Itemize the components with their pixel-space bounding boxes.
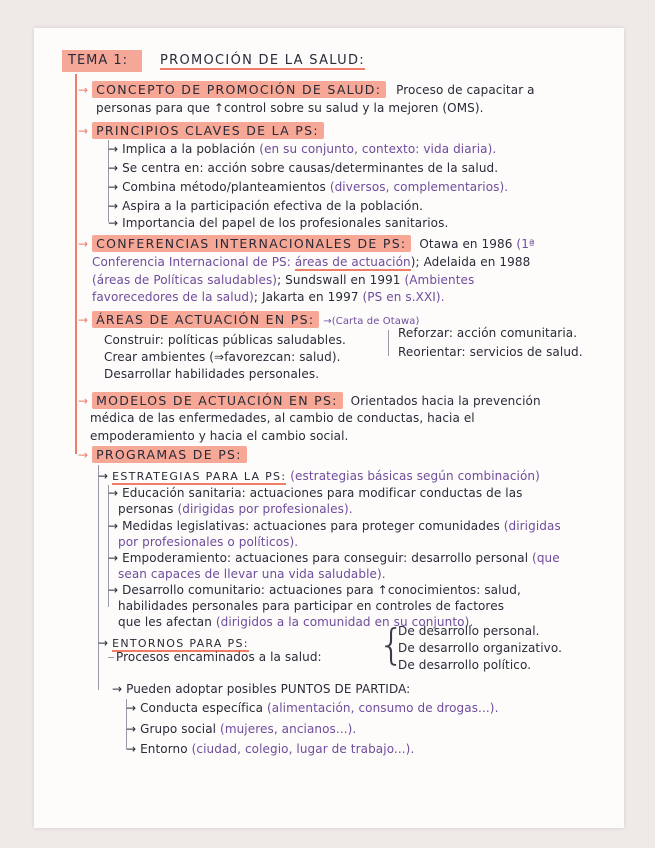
principio-item: → Se centra en: acción sobre causas/determinantes de la salud. bbox=[108, 161, 499, 175]
main-branch-line bbox=[75, 74, 77, 454]
modelos-row bbox=[78, 393, 541, 408]
estrategias-label: ESTRATEGIAS PARA LA PS: bbox=[112, 470, 287, 483]
area-item: Desarrollar habilidades personales. bbox=[104, 367, 320, 381]
arrow-icon: → bbox=[78, 394, 89, 408]
modelos-text-2: médica de las enfermedades, al cambio de conductas, hacia el bbox=[90, 411, 475, 425]
estrategia-item: → Desarrollo comunitario: actuaciones para ↑conocimientos: salud, bbox=[108, 583, 521, 597]
concepto-heading: CONCEPTO DE PROMOCIÓN DE SALUD: bbox=[92, 81, 386, 98]
programas-row bbox=[78, 447, 247, 462]
areas-note: →(Carta de Otawa) bbox=[323, 316, 420, 327]
estrategia-item-cont: sean capaces de llevar una vida saludable). bbox=[118, 567, 386, 581]
modelos-heading: MODELOS DE ACTUACIÓN EN PS: bbox=[92, 392, 343, 409]
area-item: Reforzar: acción comunitaria. bbox=[398, 326, 578, 340]
estrategia-item-cont: que les afectan (dirigidos a la comunidad en su conjunto). bbox=[118, 615, 474, 629]
concepto-text-2: personas para que ↑control sobre su salud y la mejoren (OMS). bbox=[96, 101, 484, 115]
concepto-text-1: Proceso de capacitar a bbox=[396, 83, 535, 97]
punto-item: → Entorno (ciudad, colegio, lugar de trabajo...). bbox=[126, 742, 415, 756]
area-item: Construir: políticas públicas saludables. bbox=[104, 333, 346, 347]
estrategia-item: → Empoderamiento: actuaciones para conseguir: desarrollo personal (que bbox=[108, 551, 560, 565]
punto-item: → Conducta específica (alimentación, consumo de drogas...). bbox=[126, 701, 499, 715]
estrategia-item: → Medidas legislativas: actuaciones para proteger comunidades (dirigidas bbox=[108, 519, 561, 533]
principios-heading: PRINCIPIOS CLAVES DE LA PS: bbox=[92, 122, 324, 139]
estrategia-item: → Educación sanitaria: actuaciones para modificar conductas de las bbox=[108, 486, 523, 500]
area-item: Crear ambientes (⇒favorezcan: salud). bbox=[104, 350, 341, 364]
modelos-text-3: empoderamiento y hacia el cambio social. bbox=[90, 429, 349, 443]
page-title: PROMOCIÓN DE LA SALUD: bbox=[160, 53, 365, 68]
arrow-icon: → bbox=[78, 237, 89, 251]
entornos-row: → ENTORNOS PARA PS: bbox=[98, 636, 249, 650]
estrategia-item-cont: por profesionales o políticos). bbox=[118, 535, 299, 549]
areas-right-bracket bbox=[388, 330, 389, 356]
arrow-icon: → bbox=[78, 313, 89, 327]
principio-item: → Aspira a la participación efectiva de la población. bbox=[108, 199, 424, 213]
arrow-icon: → bbox=[78, 83, 89, 97]
puntos-heading: → Pueden adoptar posibles PUNTOS DE PARTIDA: bbox=[112, 682, 411, 696]
areas-row bbox=[78, 312, 420, 327]
brace-icon: { bbox=[378, 620, 405, 669]
desarrollo-item: De desarrollo político. bbox=[398, 658, 532, 672]
conferencias-note: (1ª bbox=[516, 237, 535, 251]
concepto-row bbox=[78, 82, 535, 97]
estrategia-item-cont: habilidades personales para participar en controles de factores bbox=[118, 599, 505, 613]
desarrollo-item: De desarrollo organizativo. bbox=[398, 641, 563, 655]
conferencias-row bbox=[78, 236, 535, 251]
conferencias-line-4: favorecedores de la salud); Jakarta en 1997 (PS en s.XXI). bbox=[92, 290, 445, 304]
desarrollo-item: De desarrollo personal. bbox=[398, 624, 540, 638]
programas-branch bbox=[98, 465, 99, 690]
principio-item: → Importancia del papel de los profesionales sanitarios. bbox=[108, 216, 449, 230]
conferencias-text: Otawa en 1986 bbox=[419, 237, 517, 251]
conferencias-line-3: (áreas de Políticas saludables); Sundswall en 1991 (Ambientes bbox=[92, 273, 475, 287]
tema-label bbox=[62, 50, 142, 72]
modelos-text-1: Orientados hacia la prevención bbox=[350, 394, 541, 408]
conferencias-heading: CONFERENCIAS INTERNACIONALES DE PS: bbox=[92, 235, 411, 252]
punto-item: → Grupo social (mujeres, ancianos...). bbox=[126, 722, 357, 736]
area-item: Reorientar: servicios de salud. bbox=[398, 345, 583, 359]
principios-row bbox=[78, 123, 324, 138]
principio-item: → Combina método/planteamientos (diversos, complementarios). bbox=[108, 180, 509, 194]
conferencias-line-2: Conferencia Internacional de PS: áreas de actuación); Adelaida en 1988 bbox=[92, 255, 531, 269]
entornos-label: ENTORNOS PARA PS: bbox=[112, 637, 249, 650]
arrow-icon: → bbox=[78, 448, 89, 462]
principio-item: → Implica a la población (en su conjunto, contexto: vida diaria). bbox=[108, 142, 497, 156]
arrow-icon: → bbox=[78, 124, 89, 138]
tema-text: TEMA 1: bbox=[68, 53, 129, 68]
programas-heading: PROGRAMAS DE PS: bbox=[92, 446, 247, 463]
areas-heading: ÁREAS DE ACTUACIÓN EN PS: bbox=[92, 311, 319, 328]
estrategias-note: (estrategias básicas según combinación) bbox=[290, 469, 540, 483]
procesos-connector bbox=[108, 657, 114, 658]
estrategia-item-cont: personas (dirigidas por profesionales). bbox=[118, 502, 353, 516]
procesos-text: Procesos encaminados a la salud: bbox=[116, 650, 322, 664]
estrategias-row: → ESTRATEGIAS PARA LA PS: (estrategias básicas según combinación) bbox=[98, 469, 540, 483]
